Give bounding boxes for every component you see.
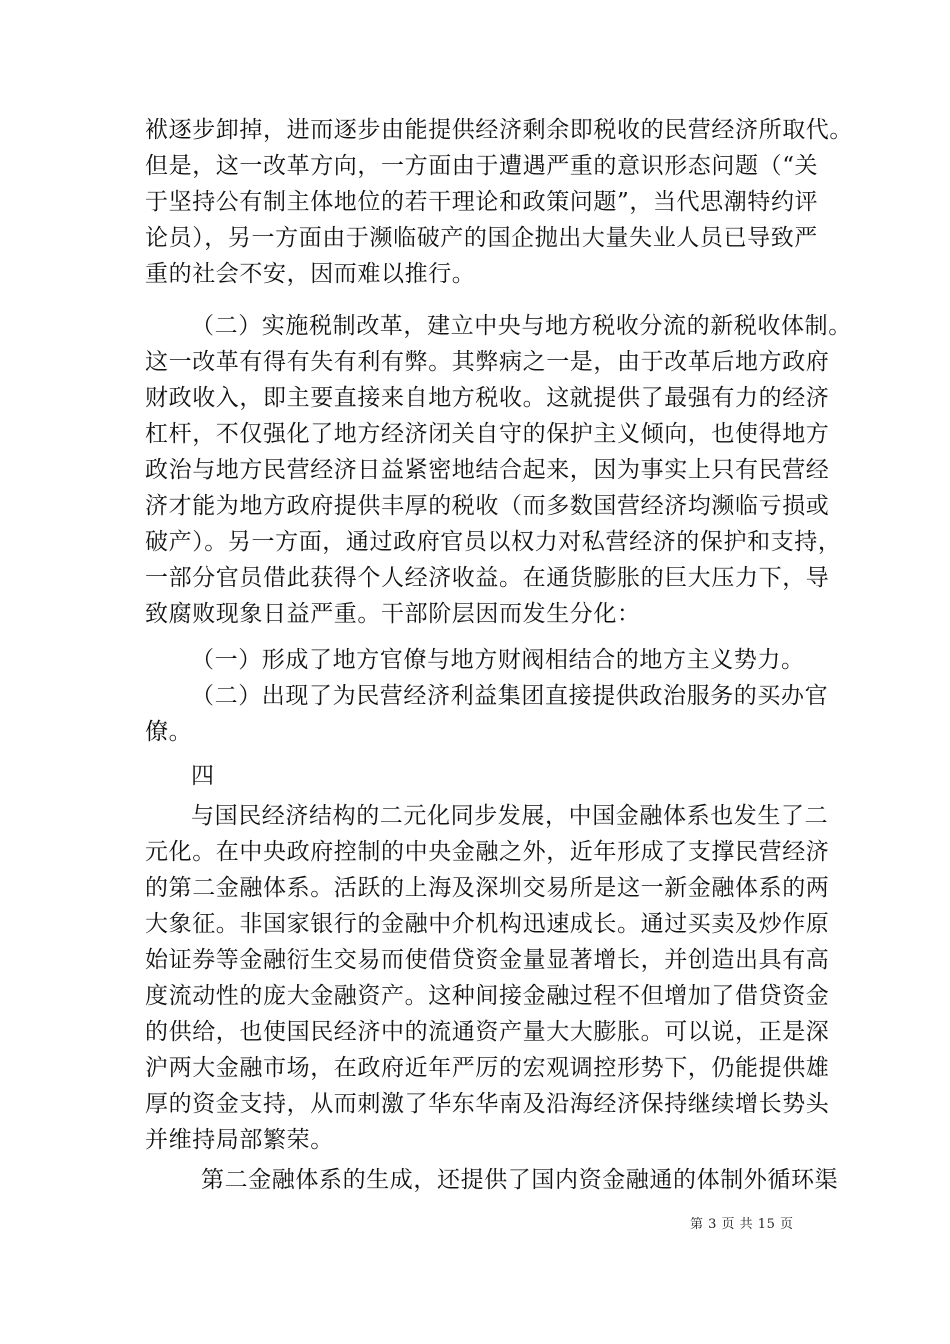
text-line: 破产）。另一方面，通过政府官员以权力对私营经济的保护和支持，: [145, 529, 842, 555]
text-line: 一部分官员借此获得个人经济收益。在通货膨胀的巨大压力下，导: [145, 565, 830, 591]
text-line: （二）出现了为民营经济利益集团直接提供政治服务的买办官: [191, 683, 829, 709]
text-line: 元化。在中央政府控制的中央金融之外，近年形成了支撑民营经济: [145, 839, 830, 865]
text-line: 论员），另一方面由于濒临破产的国企抛出大量失业人员已导致严: [145, 225, 818, 251]
text-line: （二）实施税制改革，建立中央与地方税收分流的新税收体制。: [191, 313, 852, 339]
text-line: 沪两大金融市场，在政府近年严厉的宏观调控形势下，仍能提供雄: [145, 1055, 830, 1081]
text-line: 与国民经济结构的二元化同步发展，中国金融体系也发生了二: [191, 803, 829, 829]
text-line: 度流动性的庞大金融资产。这种间接金融过程不但增加了借贷资金: [145, 983, 830, 1009]
page-number-footer: 第 3 页 共 15 页: [690, 1217, 794, 1232]
text-line: 第二金融体系的生成，还提供了国内资金融通的体制外循环渠: [201, 1167, 839, 1193]
text-line: 并维持局部繁荣。: [145, 1127, 334, 1153]
text-line: 杠杆，不仅强化了地方经济闭关自守的保护主义倾向，也使得地方: [145, 421, 830, 447]
text-line: 但是，这一改革方向，一方面由于遭遇严重的意识形态问题（“关: [145, 153, 819, 179]
section-heading: 四: [191, 763, 215, 789]
text-line: 厚的资金支持，从而刺激了华东华南及沿海经济保持继续增长势头: [145, 1091, 830, 1117]
text-line: 的第二金融体系。活跃的上海及深圳交易所是这一新金融体系的两: [145, 875, 830, 901]
text-line: 始证券等金融衍生交易而使借贷资金量显著增长，并创造出具有高: [145, 947, 830, 973]
text-line: 致腐败现象日益严重。干部阶层因而发生分化：: [145, 601, 641, 627]
text-line: （一）形成了地方官僚与地方财阀相结合的地方主义势力。: [191, 647, 805, 673]
text-line: 政治与地方民营经济日益紧密地结合起来，因为事实上只有民营经: [145, 457, 830, 483]
text-line: 大象征。非国家银行的金融中介机构迅速成长。通过买卖及炒作原: [145, 911, 830, 937]
text-line: 重的社会不安，因而难以推行。: [145, 261, 476, 287]
text-line: 的供给，也使国民经济中的流通资产量大大膨胀。可以说，正是深: [145, 1019, 830, 1045]
text-line: 济才能为地方政府提供丰厚的税收（而多数国营经济均濒临亏损或: [145, 493, 830, 519]
text-line: 僚。: [145, 719, 193, 745]
text-line: 财政收入，即主要直接来自地方税收。这就提供了最强有力的经济: [145, 385, 830, 411]
text-line: 这一改革有得有失有利有弊。其弊病之一是，由于改革后地方政府: [145, 349, 830, 375]
text-line: 袱逐步卸掉，进而逐步由能提供经济剩余即税收的民营经济所取代。: [145, 117, 853, 143]
text-line: 于坚持公有制主体地位的若干理论和政策问题”，当代思潮特约评: [145, 189, 819, 215]
